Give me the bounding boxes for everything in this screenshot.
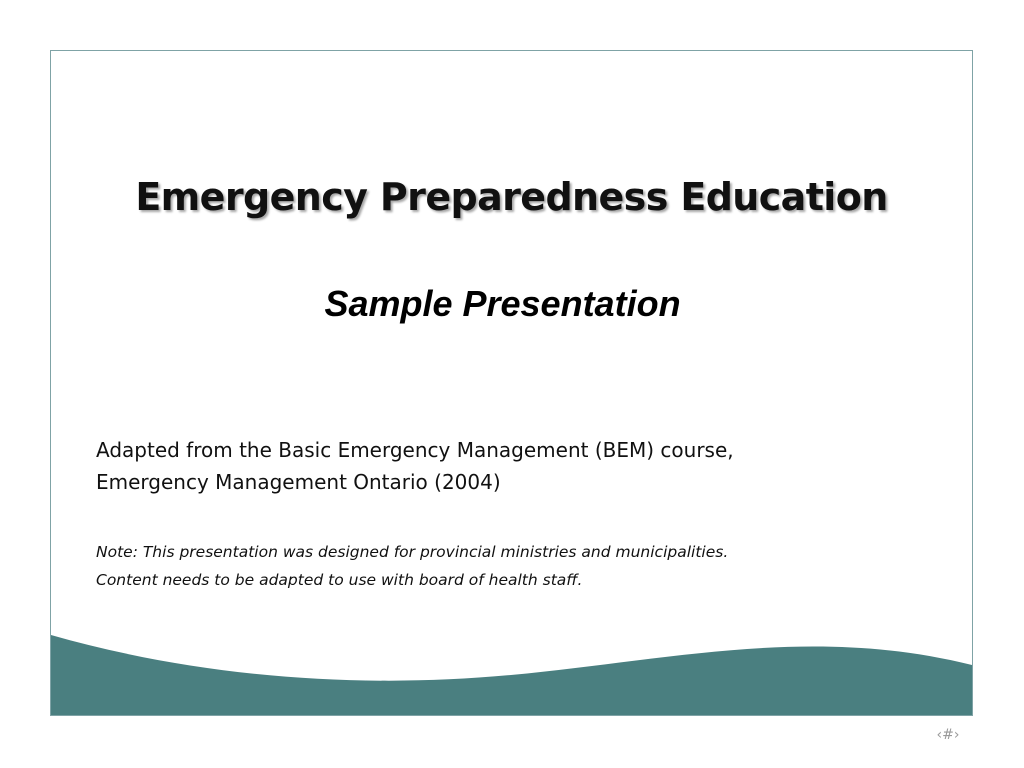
slide-frame (50, 50, 973, 716)
credit-line: Adapted from the Basic Emergency Management (BEM) course, (96, 438, 734, 462)
credit-text (96, 434, 916, 498)
slide-number: ‹#› (936, 727, 960, 743)
note-line: Content needs to be adapted to use with board of health staff. (96, 571, 583, 589)
slide-subtitle: Sample Presentation (324, 283, 681, 324)
note-text (96, 538, 916, 594)
wave-shape (51, 635, 972, 715)
decorative-wave (51, 635, 972, 715)
note-line: Note: This presentation was designed for provincial ministries and municipalities. (96, 543, 729, 561)
credit-line: Emergency Management Ontario (2004) (96, 470, 501, 494)
slide-title: Emergency Preparedness Education (135, 175, 888, 219)
